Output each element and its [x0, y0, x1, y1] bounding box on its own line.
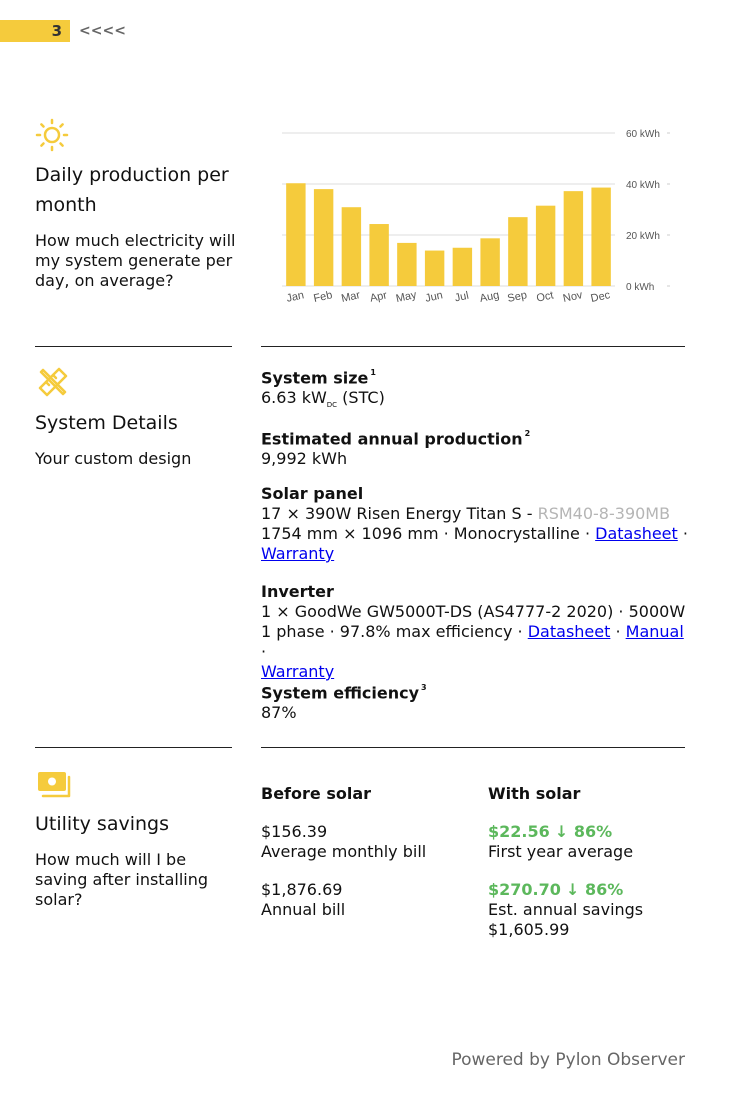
daily-production-title: Daily production per month — [35, 164, 229, 216]
system-size-sub: DC — [326, 401, 338, 410]
footnote-marker: 1 — [370, 368, 376, 377]
page-tab — [0, 20, 126, 42]
with-solar-column — [488, 784, 688, 940]
with-annual-value: $270.70 — [488, 880, 561, 899]
bar-dec — [591, 188, 610, 286]
x-tick-label: Mar — [340, 289, 362, 305]
x-tick-label: Feb — [312, 289, 334, 305]
utility-savings-desc: How much will I be saving after installing solar? — [35, 850, 209, 909]
before-annual-label: Annual bill — [261, 900, 346, 919]
divider — [35, 346, 232, 347]
x-tick-label: Jul — [453, 289, 470, 305]
y-tick-label: 40 kWh — [626, 180, 660, 191]
with-annual-pct: ↓ 86% — [565, 880, 624, 899]
bar-apr — [369, 224, 388, 286]
x-tick-label: Jun — [424, 289, 444, 305]
bar-jul — [453, 248, 472, 286]
inverter-specs: 1 phase · 97.8% max efficiency · — [261, 622, 528, 641]
solar-panel-model: RSM40-8-390MB — [537, 504, 671, 523]
annual-production-label: Estimated annual production — [261, 429, 523, 449]
bar-oct — [536, 206, 555, 286]
before-annual-value: $1,876.69 — [261, 880, 343, 899]
footnote-marker: 2 — [524, 429, 531, 438]
separator: · — [610, 622, 626, 641]
y-tick-label: 20 kWh — [626, 231, 660, 242]
inverter-warranty-link[interactable]: Warranty — [261, 662, 335, 681]
daily-production-chart — [270, 122, 690, 317]
with-monthly-value: $22.56 — [488, 822, 550, 841]
footnote-marker: 3 — [421, 683, 427, 692]
x-tick-label: Nov — [561, 289, 584, 305]
annual-production-value: 9,992 kWh — [261, 449, 348, 469]
system-details-desc: Your custom design — [35, 449, 192, 468]
system-size-value: 6.63 kW — [261, 388, 327, 408]
x-tick-label: Jan — [285, 289, 306, 305]
with-monthly-label: First year average — [488, 842, 634, 861]
x-tick-label: May — [394, 289, 418, 306]
divider — [35, 747, 232, 748]
x-tick-label: Sep — [506, 289, 529, 305]
divider — [261, 747, 685, 748]
footer-powered-by: Powered by Pylon Observer — [451, 1050, 685, 1070]
x-tick-label: Oct — [535, 289, 555, 305]
y-tick-label: 60 kWh — [626, 129, 660, 140]
solar-panel-name: 17 × 390W Risen Energy Titan S - — [261, 504, 538, 523]
money-icon — [36, 770, 72, 804]
panel-datasheet-link[interactable]: Datasheet — [595, 524, 678, 543]
system-size — [261, 365, 691, 416]
x-tick-label: Aug — [478, 289, 501, 305]
system-efficiency — [261, 680, 691, 723]
solar-panel-specs: 1754 mm × 1096 mm · Monocrystalline · — [261, 524, 596, 543]
bar-may — [397, 243, 416, 286]
page-arrows: <<<< — [79, 23, 126, 39]
system-details-title: System Details — [35, 412, 178, 434]
solar-panel — [261, 484, 691, 564]
with-annual-savings: $1,605.99 — [488, 920, 570, 939]
inverter-datasheet-link[interactable]: Datasheet — [527, 622, 611, 641]
inverter-label: Inverter — [261, 582, 334, 601]
separator: · — [261, 642, 267, 661]
bar-sep — [508, 217, 527, 286]
system-size-suffix: (STC) — [342, 388, 385, 408]
bar-jun — [425, 251, 444, 286]
with-monthly-pct: ↓ 86% — [554, 822, 613, 841]
x-tick-label: Apr — [368, 289, 389, 305]
before-solar-column — [261, 784, 481, 920]
with-solar-label: With solar — [488, 784, 581, 803]
bar-mar — [342, 207, 361, 286]
before-solar-label: Before solar — [261, 784, 371, 803]
system-size-label: System size — [261, 368, 369, 388]
inverter-name: 1 × GoodWe GW5000T-DS (AS4777-2 2020) · 5000W — [261, 602, 686, 621]
y-tick-label: 0 kWh — [626, 282, 655, 293]
annual-production — [261, 426, 691, 469]
bar-feb — [314, 189, 333, 286]
divider — [261, 346, 685, 347]
inverter-manual-link[interactable]: Manual — [625, 622, 684, 641]
page-number: 3 — [0, 20, 70, 42]
solar-panel-label: Solar panel — [261, 484, 364, 503]
utility-savings-title: Utility savings — [35, 813, 169, 835]
before-monthly-value: $156.39 — [261, 822, 328, 841]
bar-jan — [286, 183, 305, 286]
daily-production-desc: How much electricity will my system generate per day, on average? — [35, 231, 236, 290]
sun-icon — [35, 118, 69, 156]
system-efficiency-value: 87% — [261, 703, 297, 723]
x-tick-label: Dec — [589, 289, 612, 305]
before-monthly-label: Average monthly bill — [261, 842, 427, 861]
inverter — [261, 582, 691, 682]
bar-nov — [564, 191, 583, 286]
separator: · — [677, 524, 688, 543]
with-annual-label: Est. annual savings — [488, 900, 644, 919]
panel-warranty-link[interactable]: Warranty — [261, 544, 335, 563]
design-tools-icon — [37, 366, 69, 402]
system-efficiency-label: System efficiency — [261, 683, 420, 703]
bar-aug — [480, 238, 499, 286]
